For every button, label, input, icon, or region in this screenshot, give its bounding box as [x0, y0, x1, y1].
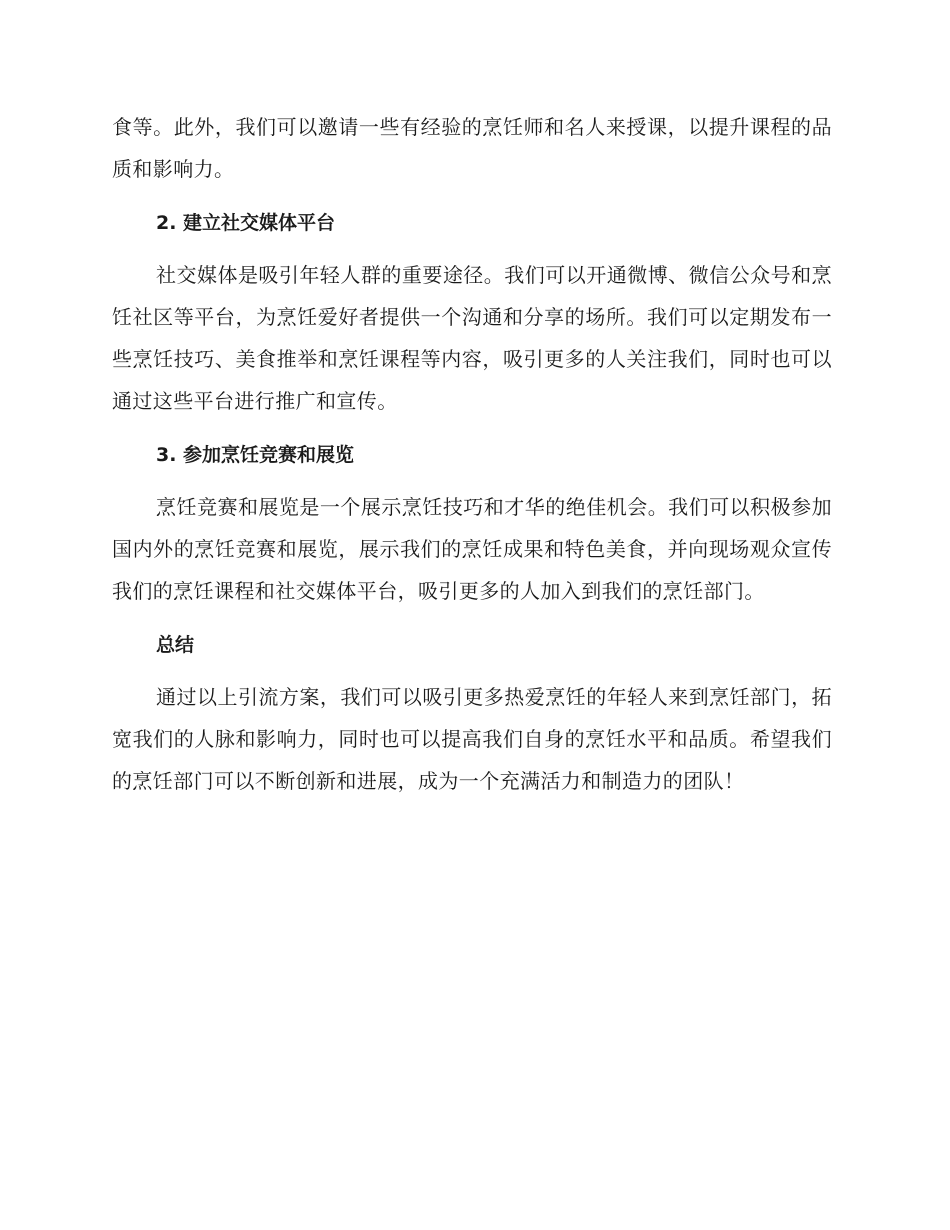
section-paragraph-competitions: 烹饪竞赛和展览是一个展示烹饪技巧和才华的绝佳机会。我们可以积极参加国内外的烹饪竞赛和展览，展示我们的烹饪成果和特色美食，并向现场观众宣传我们的烹饪课程和社交媒体平台，吸引更多的人加入到我们的烹饪部门。 — [112, 495, 832, 603]
section-heading-competitions: 3. 参加烹饪竞赛和展览 — [156, 444, 355, 466]
section-heading-summary: 总结 — [156, 634, 195, 656]
section-heading-social-media: 2. 建立社交媒体平台 — [156, 212, 336, 234]
section-paragraph-summary: 通过以上引流方案，我们可以吸引更多热爱烹饪的年轻人来到烹饪部门，拓宽我们的人脉和影响力，同时也可以提高我们自身的烹饪水平和品质。希望我们的烹饪部门可以不断创新和进展，成为一个充满活力和制造力的团队！ — [112, 685, 832, 793]
section-paragraph-social-media: 社交媒体是吸引年轻人群的重要途径。我们可以开通微博、微信公众号和烹饪社区等平台，为烹饪爱好者提供一个沟通和分享的场所。我们可以定期发布一些烹饪技巧、美食推举和烹饪课程等内容，吸引更多的人关注我们，同时也可以通过这些平台进行推广和宣传。 — [112, 263, 832, 413]
intro-paragraph: 食等。此外，我们可以邀请一些有经验的烹饪师和名人来授课，以提升课程的品质和影响力。 — [112, 115, 832, 181]
document-body — [112, 106, 832, 802]
